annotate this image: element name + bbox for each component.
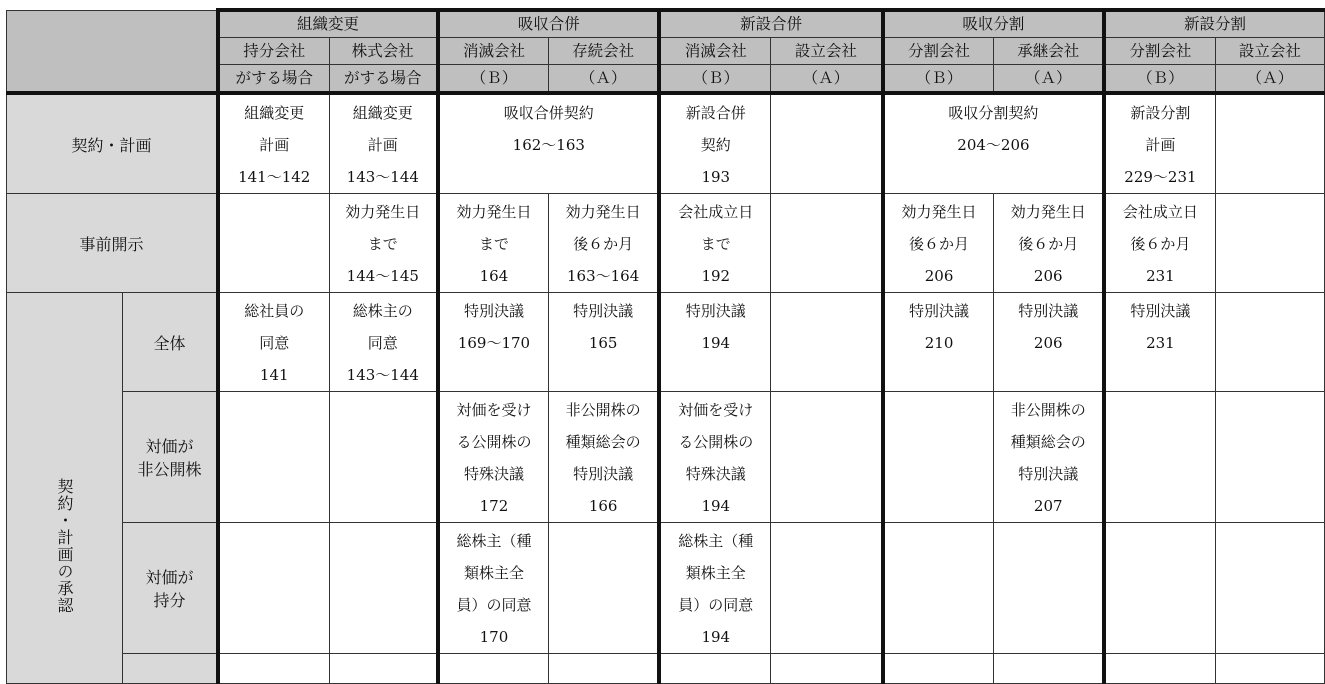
row-header: 契約・計画 [7, 93, 218, 194]
row-approval-equity [7, 523, 1325, 654]
table-cell [994, 523, 1104, 654]
sub-header: 存続会社 [548, 38, 659, 65]
table-cell [548, 523, 659, 654]
row-header [123, 654, 218, 684]
sub-header: （Ａ） [548, 65, 659, 94]
table-cell [438, 654, 548, 684]
table-cell: 吸収合併契約 162〜163 [438, 93, 659, 194]
table-cell [1215, 654, 1324, 684]
table-cell: 対価を受け る公開株の 特殊決議 194 [659, 392, 770, 523]
group-header: 新設分割 [1104, 10, 1324, 38]
table-cell [218, 194, 329, 293]
sub-header: 消滅会社 [438, 38, 548, 65]
sub-header: 設立会社 [1215, 38, 1324, 65]
table-cell: 効力発生日 後６か月 206 [994, 194, 1104, 293]
table-cell [771, 194, 883, 293]
sub-header: 分割会社 [883, 38, 994, 65]
row-header: 全体 [123, 293, 218, 392]
table-cell [1104, 392, 1215, 523]
table-cell: 組織変更 計画 143〜144 [329, 93, 438, 194]
table-cell [659, 654, 770, 684]
table-cell [548, 654, 659, 684]
table-cell [329, 392, 438, 523]
row-header: 対価が 持分 [123, 523, 218, 654]
row-jizen [7, 194, 1325, 293]
table-cell: 会社成立日 後６か月 231 [1104, 194, 1215, 293]
table-cell [1104, 523, 1215, 654]
table-cell: 非公開株の 種類総会の 特別決議 207 [994, 392, 1104, 523]
table-cell: 特別決議 210 [883, 293, 994, 392]
table-cell [329, 523, 438, 654]
table-cell [771, 293, 883, 392]
table-cell: 特別決議 165 [548, 293, 659, 392]
sub-header: （Ｂ） [659, 65, 770, 94]
table-cell [771, 392, 883, 523]
table-cell [771, 654, 883, 684]
table-cell: 総株主の 同意 143〜144 [329, 293, 438, 392]
sub-header: 消滅会社 [659, 38, 770, 65]
table-cell [883, 392, 994, 523]
table-cell [883, 654, 994, 684]
table-cell: 新設分割 計画 229〜231 [1104, 93, 1215, 194]
table-cell: 対価を受け る公開株の 特殊決議 172 [438, 392, 548, 523]
group-header: 吸収合併 [438, 10, 659, 38]
sub-header: がする場合 [329, 65, 438, 94]
table-cell: 特別決議 194 [659, 293, 770, 392]
table-cell [1104, 654, 1215, 684]
table-cell [218, 523, 329, 654]
table-cell: 効力発生日 まで 144〜145 [329, 194, 438, 293]
sub-header: （Ａ） [1215, 65, 1324, 94]
sub-header: （Ａ） [994, 65, 1104, 94]
table-cell: 総株主（種 類株主全 員）の同意 194 [659, 523, 770, 654]
table-cell: 効力発生日 まで 164 [438, 194, 548, 293]
table-cell: 総株主（種 類株主全 員）の同意 170 [438, 523, 548, 654]
sub-header: 設立会社 [771, 38, 883, 65]
document-table-wrapper [6, 8, 1325, 684]
sub-header: （Ｂ） [883, 65, 994, 94]
group-header: 吸収分割 [883, 10, 1104, 38]
table-cell [883, 523, 994, 654]
sub-header: 承継会社 [994, 38, 1104, 65]
restructuring-procedure-table [6, 8, 1325, 684]
row-keiyaku [7, 93, 1325, 194]
sub-header: （Ｂ） [1104, 65, 1215, 94]
sub-header: 株式会社 [329, 38, 438, 65]
table-cell [994, 654, 1104, 684]
sub-header: がする場合 [218, 65, 329, 94]
table-cell [1215, 194, 1324, 293]
table-cell: 効力発生日 後６か月 206 [883, 194, 994, 293]
table-cell: 会社成立日 まで 192 [659, 194, 770, 293]
table-cell: 特別決議 169〜170 [438, 293, 548, 392]
sub-header: 分割会社 [1104, 38, 1215, 65]
sub-header: （Ａ） [771, 65, 883, 94]
table-cell: 組織変更 計画 141〜142 [218, 93, 329, 194]
table-cell [1215, 392, 1324, 523]
sub-header: 持分会社 [218, 38, 329, 65]
table-cell: 特別決議 231 [1104, 293, 1215, 392]
table-cell [771, 93, 883, 194]
group-header: 新設合併 [659, 10, 882, 38]
table-cell [218, 654, 329, 684]
header-group-row [7, 10, 1325, 38]
table-cell: 非公開株の 種類総会の 特別決議 166 [548, 392, 659, 523]
sub-header: （Ｂ） [438, 65, 548, 94]
group-header: 組織変更 [218, 10, 438, 38]
row-approval-all [7, 293, 1325, 392]
table-cell: 特別決議 206 [994, 293, 1104, 392]
table-cell: 効力発生日 後６か月 163〜164 [548, 194, 659, 293]
corner-header [7, 10, 218, 93]
row-header: 事前開示 [7, 194, 218, 293]
table-cell [329, 654, 438, 684]
row-header: 対価が 非公開株 [123, 392, 218, 523]
table-cell: 吸収分割契約 204〜206 [883, 93, 1104, 194]
table-cell [771, 523, 883, 654]
table-cell: 総社員の 同意 141 [218, 293, 329, 392]
table-cell [1215, 523, 1324, 654]
table-cell [1215, 293, 1324, 392]
approval-group-header: 契約・計画の承認 [7, 293, 123, 684]
table-cell: 新設合併 契約 193 [659, 93, 770, 194]
table-cell [218, 392, 329, 523]
table-cell [1215, 93, 1324, 194]
row-cut-off [7, 654, 1325, 684]
row-approval-private-shares [7, 392, 1325, 523]
